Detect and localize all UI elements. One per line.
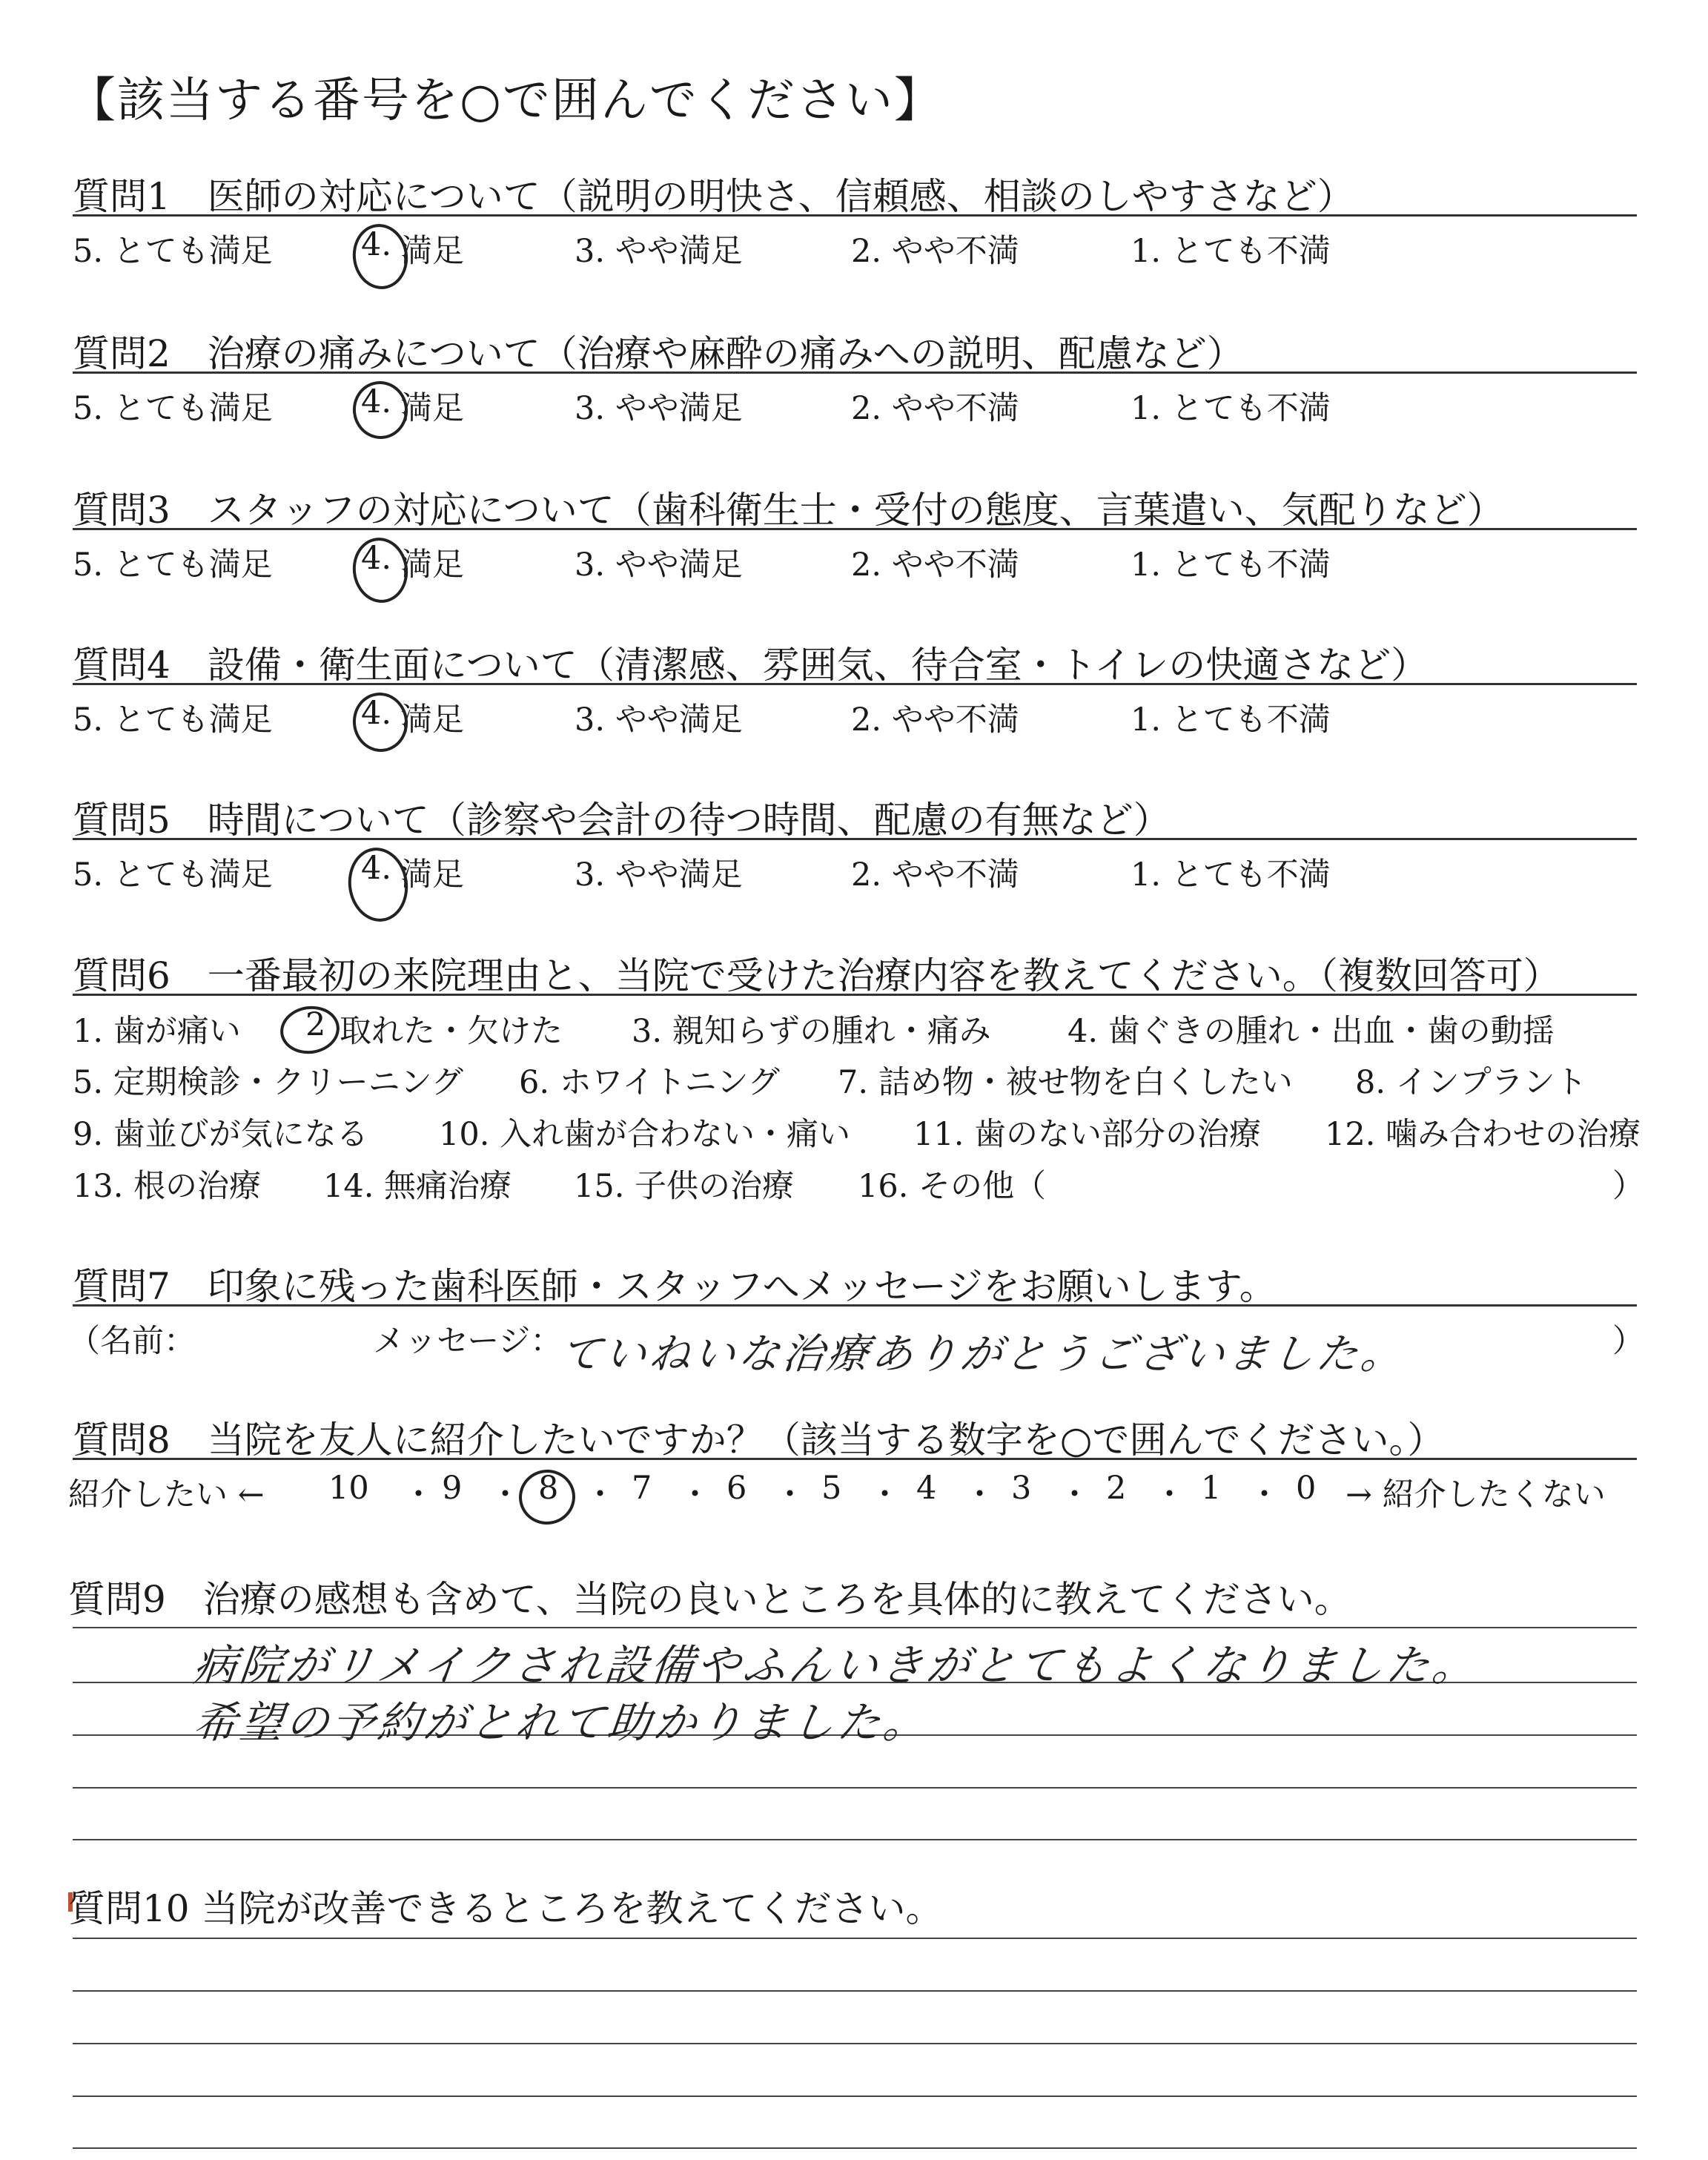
q7-close-paren: ） [1612,1323,1644,1360]
q6-option-12[interactable]: 12. 噛み合わせの治療 [1325,1116,1641,1153]
q6-option-6[interactable]: 6. ホワイトニング [519,1064,780,1101]
q9-answer-line [73,1787,1637,1789]
q5-option-1[interactable]: 1. とても不満 [1131,856,1331,894]
q8-scale-2[interactable]: 2 [1106,1470,1127,1507]
q8-scale-dot: ・ [679,1476,711,1513]
q8-scale-6[interactable]: 6 [726,1470,747,1507]
q6-option-4[interactable]: 4. 歯ぐきの腫れ・出血・歯の動揺 [1068,1013,1555,1050]
q9-answer-line [73,1627,1637,1628]
q8-scale-dot: ・ [403,1476,434,1513]
q10-answer-line [73,1938,1637,1939]
q8-scale-9[interactable]: 9 [442,1470,463,1507]
q2-option-1[interactable]: 1. とても不満 [1131,390,1331,427]
q1-option-4-label: 満足 [400,233,464,270]
q2-option-4-label: 満足 [400,390,464,427]
q4-option-4-label: 満足 [400,701,464,739]
q7-title: 質問7 印象に残った歯科医師・スタッフへメッセージをお願いします。 [73,1265,1277,1308]
q8-left-label: 紹介したい ← [68,1476,265,1513]
q6-option-14[interactable]: 14. 無痛治療 [323,1168,512,1205]
q6-option-8[interactable]: 8. インプラント [1355,1064,1587,1101]
q7-name-label: （名前： [68,1323,196,1360]
q8-scale-dot: ・ [964,1476,996,1513]
q3-option-4-label: 満足 [400,546,464,584]
q2-option-2[interactable]: 2. やや不満 [851,390,1019,427]
q7-rule [73,1304,1637,1307]
q1-option-2[interactable]: 2. やや不満 [851,233,1019,270]
q4-rule [73,683,1637,685]
q8-right-label: → 紹介したくない [1345,1476,1606,1513]
q6-option-2-number[interactable]: 2 [305,1006,326,1043]
q1-option-1[interactable]: 1. とても不満 [1131,233,1331,270]
q9-handwritten-line-2: 希望の予約がとれて助かりました。 [191,1697,933,1748]
q6-option-7[interactable]: 7. 詰め物・被せ物を白くしたい [838,1064,1293,1101]
q6-option-13[interactable]: 13. 根の治療 [73,1168,262,1205]
form-header: 【該当する番号を○で囲んでください】 [68,73,943,128]
q6-option-10[interactable]: 10. 入れ歯が合わない・痛い [439,1116,851,1153]
q10-title: 質問10 当院が改善できるところを教えてください。 [68,1887,943,1930]
q1-option-4[interactable]: 4. [361,226,392,263]
q1-option-5[interactable]: 5. とても満足 [73,233,273,270]
q3-rule [73,528,1637,530]
q4-title: 質問4 設備・衛生面について（清潔感、雰囲気、待合室・トイレの快適さなど） [73,644,1429,687]
q5-option-3[interactable]: 3. やや満足 [575,856,743,894]
q2-option-4[interactable]: 4. [361,383,392,420]
q4-option-4[interactable]: 4. [361,695,392,732]
q9-answer-line [73,1839,1637,1840]
q6-option-5[interactable]: 5. 定期検診・クリーニング [73,1064,463,1101]
q6-option-1[interactable]: 1. 歯が痛い [73,1013,241,1050]
q8-scale-3[interactable]: 3 [1011,1470,1032,1507]
q9-title: 質問9 治療の感想も含めて、当院の良いところを具体的に教えてください。 [68,1578,1351,1621]
q8-rule [73,1458,1637,1460]
q1-rule [73,214,1637,217]
q2-title: 質問2 治療の痛みについて（治療や麻酔の痛みへの説明、配慮など） [73,332,1244,375]
q8-scale-dot: ・ [1248,1476,1280,1513]
q8-scale-7[interactable]: 7 [632,1470,652,1507]
q8-scale-dot: ・ [1059,1476,1090,1513]
q2-rule [73,371,1637,374]
q10-answer-line [73,2095,1637,2097]
q8-scale-5[interactable]: 5 [821,1470,842,1507]
q7-message-label: メッセージ： [373,1323,563,1360]
q5-option-5[interactable]: 5. とても満足 [73,856,273,894]
q6-option-2: 取れた・欠けた [340,1013,563,1050]
q8-scale-dot: ・ [584,1476,616,1513]
q9-handwritten-line-1: 病院がリメイクされ設備やふんいきがとてもよくなりました。 [191,1640,1481,1691]
q6-option-3[interactable]: 3. 親知らずの腫れ・痛み [632,1013,991,1050]
q3-option-5[interactable]: 5. とても満足 [73,546,273,584]
q8-scale-1[interactable]: 1 [1201,1470,1222,1507]
q8-scale-dot: ・ [774,1476,806,1513]
q8-scale-dot: ・ [489,1476,521,1513]
q5-option-4[interactable]: 4. [361,850,392,887]
q6-option-9[interactable]: 9. 歯並びが気になる [73,1116,368,1153]
q8-title: 質問8 当院を友人に紹介したいですか？（該当する数字を○で囲んでください。） [73,1418,1445,1462]
q6-option-16[interactable]: 16. その他（ [858,1168,1047,1205]
q6-rule [73,994,1637,996]
q8-scale-dot: ・ [1153,1476,1185,1513]
q8-scale-10[interactable]: 10 [328,1470,369,1507]
q3-title: 質問3 スタッフの対応について（歯科衛生士・受付の態度、言葉遣い、気配りなど） [73,489,1504,532]
q3-option-4[interactable]: 4. [361,540,392,577]
q8-scale-8[interactable]: 8 [538,1470,559,1507]
q8-scale-0[interactable]: 0 [1296,1470,1317,1507]
q10-answer-line [73,1990,1637,1992]
q10-answer-line [73,2147,1637,2149]
q6-title: 質問6 一番最初の来院理由と、当院で受けた治療内容を教えてください。（複数回答可） [73,954,1560,997]
q1-title: 質問1 医師の対応について（説明の明快さ、信頼感、相談のしやすさなど） [73,175,1354,218]
q5-rule [73,838,1637,840]
q8-scale-dot: ・ [869,1476,901,1513]
q2-option-5[interactable]: 5. とても満足 [73,390,273,427]
q8-selection-circle [515,1466,579,1528]
q5-option-2[interactable]: 2. やや不満 [851,856,1019,894]
q5-option-4-label: 満足 [400,856,464,894]
q7-handwritten-message: ていねいな治療ありがとうございました。 [557,1330,1408,1378]
q5-title: 質問5 時間について（診察や会計の待つ時間、配慮の有無など） [73,799,1171,842]
q4-option-5[interactable]: 5. とても満足 [73,701,273,739]
q8-scale-4[interactable]: 4 [916,1470,937,1507]
q6-selection-circle [277,1003,342,1058]
q4-option-2[interactable]: 2. やや不満 [851,701,1019,739]
q4-option-1[interactable]: 1. とても不満 [1131,701,1331,739]
q6-option-15[interactable]: 15. 子供の治療 [574,1168,795,1205]
q1-option-3[interactable]: 3. やや満足 [575,233,743,270]
q2-option-3[interactable]: 3. やや満足 [575,390,743,427]
q3-option-1[interactable]: 1. とても不満 [1131,546,1331,584]
q6-option-16-close: ） [1612,1168,1644,1205]
q3-option-3[interactable]: 3. やや満足 [575,546,743,584]
q6-option-11[interactable]: 11. 歯のない部分の治療 [913,1116,1262,1153]
q4-option-3[interactable]: 3. やや満足 [575,701,743,739]
q10-answer-line [73,2043,1637,2044]
q3-option-2[interactable]: 2. やや不満 [851,546,1019,584]
